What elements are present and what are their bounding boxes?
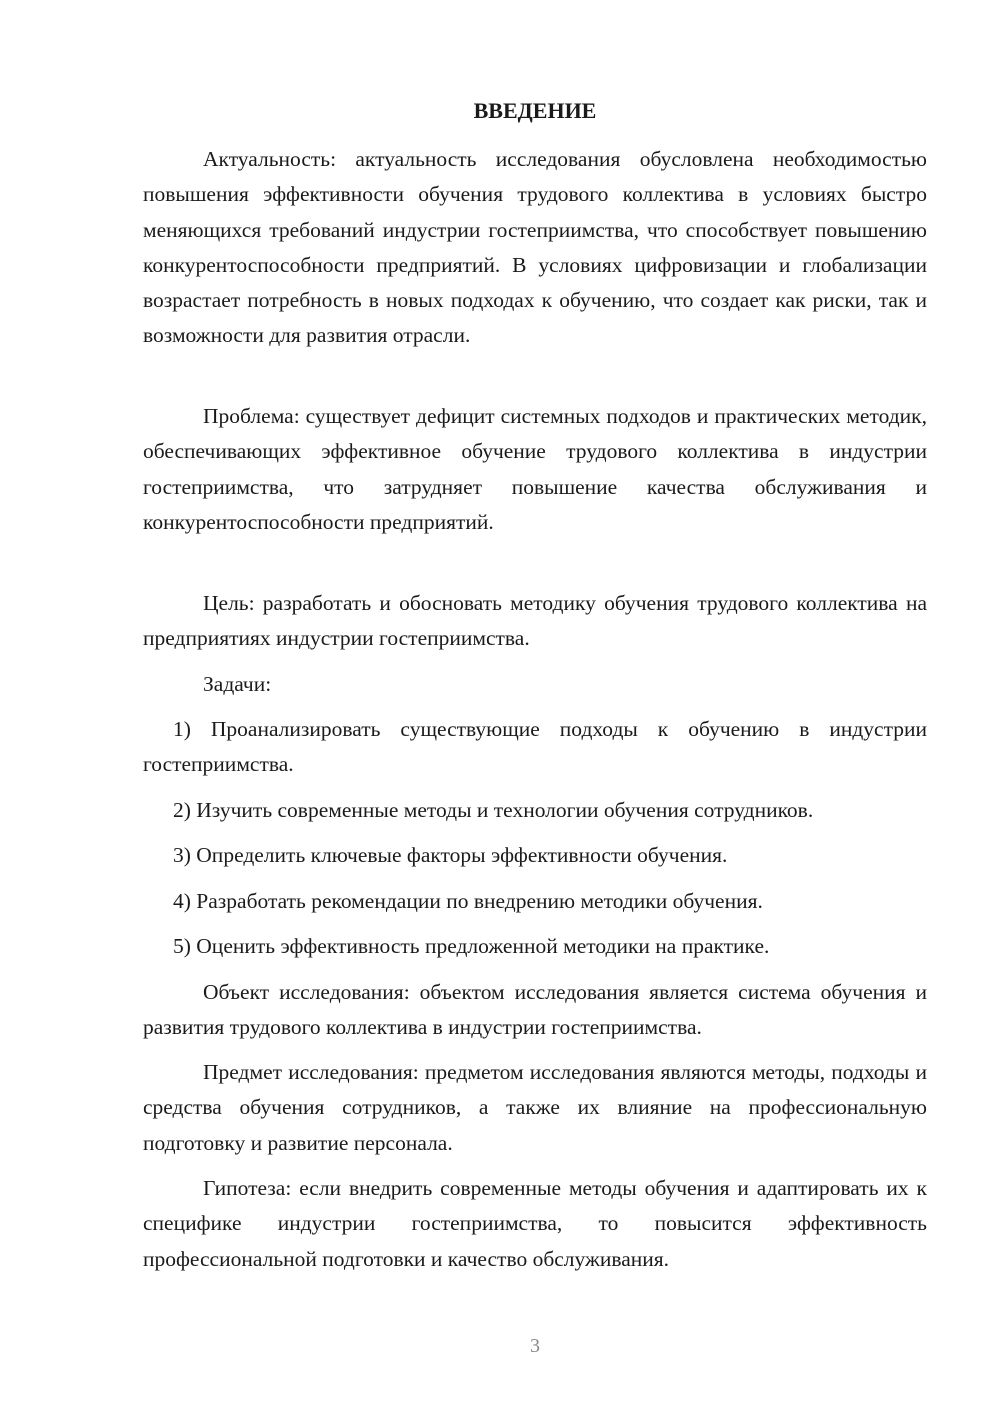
task-item-5: 5) Оценить эффективность предложенной методики на практике. [173, 934, 770, 958]
paragraph-goal: Цель: разработать и обосновать методику обучения трудового коллектива на предприятиях индустрии гостеприимства. [143, 591, 927, 651]
task-item-2: 2) Изучить современные методы и технологии обучения сотрудников. [173, 798, 814, 822]
paragraph-object: Объект исследования: объектом исследования является система обучения и развития трудового коллектива в индустрии гостеприимства. [143, 980, 927, 1040]
task-item-4: 4) Разработать рекомендации по внедрению методики обучения. [173, 889, 763, 913]
paragraph-problem: Проблема: существует дефицит системных подходов и практических методик, обеспечивающих эффективное обучение трудового коллектива в индустрии гостеприимства, что затрудняет повышение качества обслуживания и конкурентоспособности предприятий. [143, 404, 927, 534]
task-item-3: 3) Определить ключевые факторы эффективности обучения. [173, 843, 728, 867]
paragraph-hypothesis: Гипотеза: если внедрить современные методы обучения и адаптировать их к специфике индустрии гостеприимства, то повысится эффективность профессиональной подготовки и качество обслуживания. [143, 1176, 927, 1271]
tasks-label: Задачи: [203, 672, 272, 696]
paragraph-subject: Предмет исследования: предметом исследования являются методы, подходы и средства обучения сотрудников, а также их влияние на профессиональную подготовку и развитие персонала. [143, 1060, 927, 1155]
task-item-1: 1) Проанализировать существующие подходы к обучению в индустрии гостеприимства. [143, 717, 927, 777]
page-title: ВВЕДЕНИЕ [473, 98, 597, 123]
paragraph-relevance: Актуальность: актуальность исследования обусловлена необходимостью повышения эффективности обучения трудового коллектива в условиях быстро меняющихся требований индустрии гостеприимства, что способствует повышению конкурентоспособности предприятий. В условиях цифровизации и глобализации возрастает потребность в новых подходах к обучению, что создает как риски, так и возможности для развития отрасли. [143, 147, 927, 348]
page-number: 3 [530, 1335, 540, 1357]
